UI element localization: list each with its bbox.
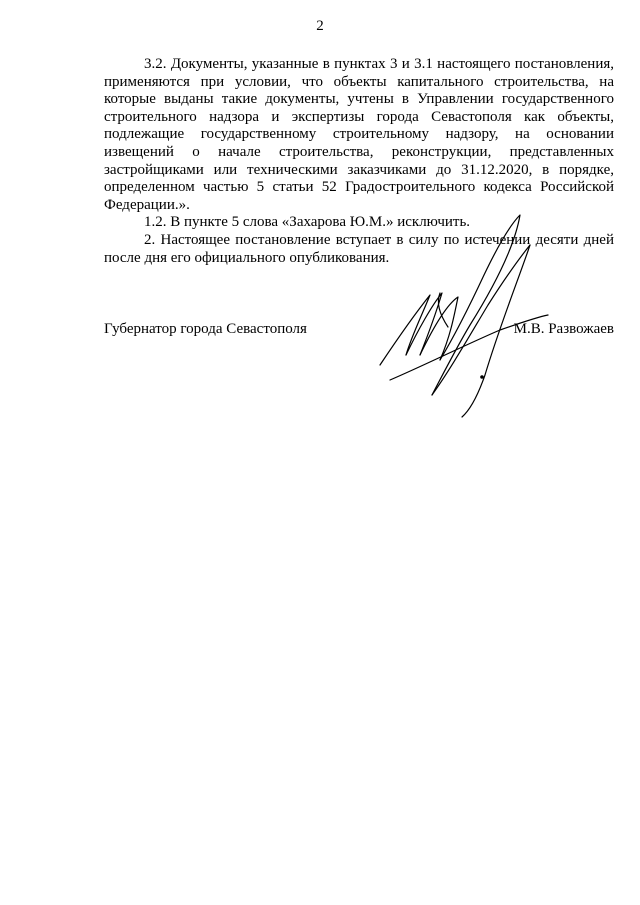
handwritten-signature xyxy=(370,205,550,420)
paragraph-2: 2. Настоящее постановление вступает в силу по истечении десяти дней после дня его официального опубликования. xyxy=(104,231,614,266)
signer-position: Губернатор города Севастополя xyxy=(104,321,307,337)
paragraph-3-2: 3.2. Документы, указанные в пунктах 3 и 3.1 настоящего постановления, применяются при условии, что объекты капитального строительства, на которые выданы такие документы, учтены в Управлении государственного строительного надзора и экспертизы города Севастополя как объекты, подлежащие государственному строительному надзору, на основании извещений о начале строительства, реконструкции, представленных застройщиками или техническими заказчиками до 31.12.2020, в порядке, определенном частью 5 статьи 52 Градостроительного кодекса Российской Федерации.». xyxy=(104,56,614,213)
signer-name: М.В. Развожаев xyxy=(513,321,614,337)
page-number: 2 xyxy=(316,18,324,34)
paragraph-1-2: 1.2. В пункте 5 слова «Захарова Ю.М.» исключить. xyxy=(144,214,471,231)
